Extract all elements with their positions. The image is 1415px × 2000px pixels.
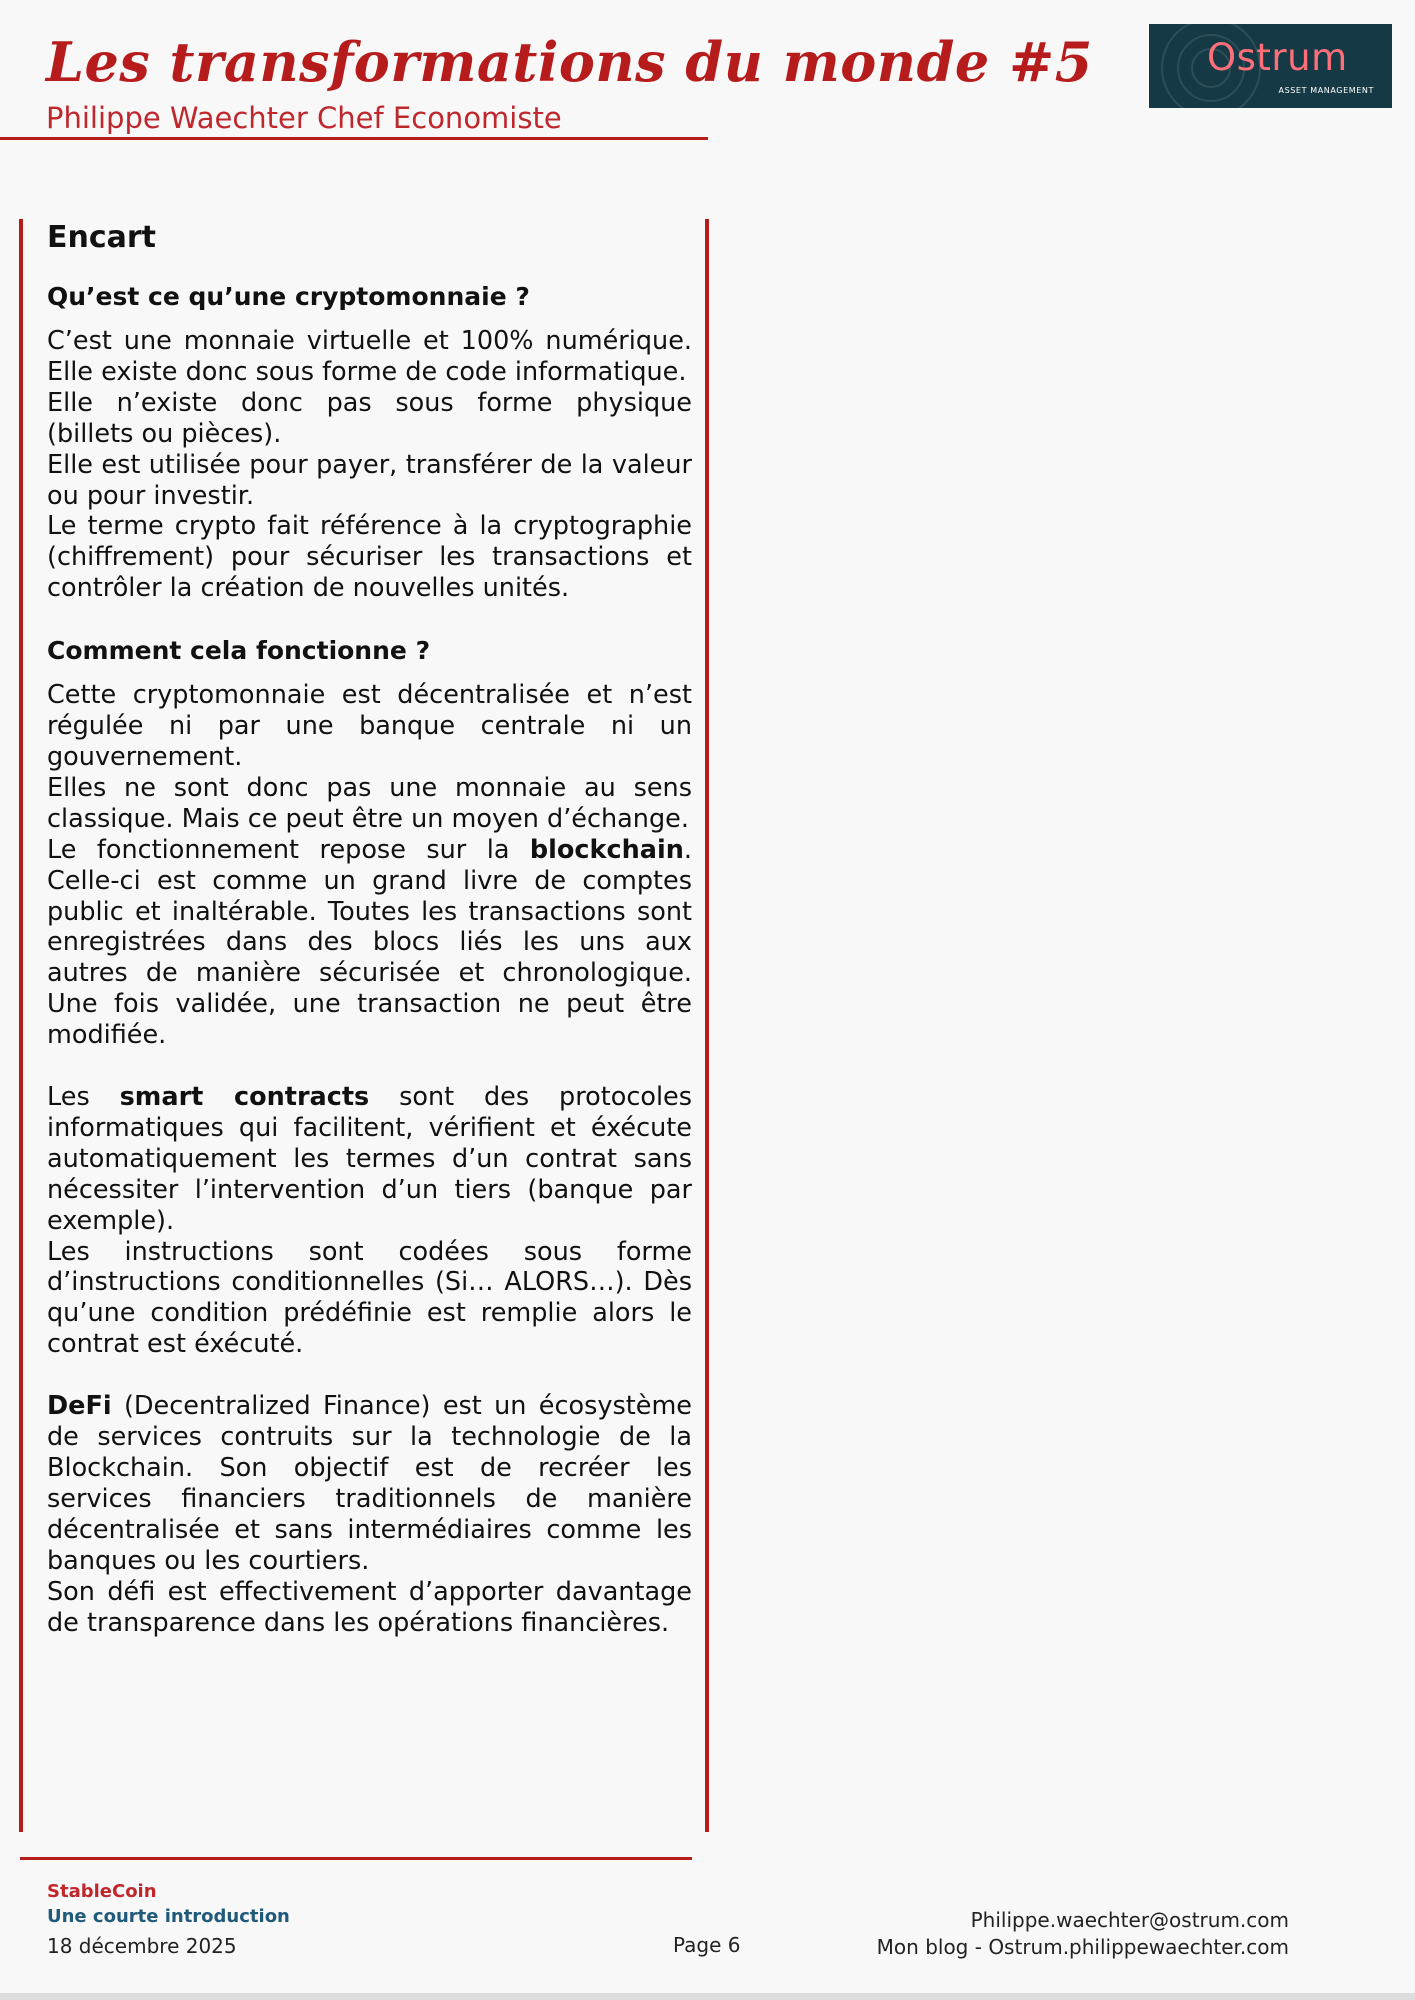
paragraph: Son défi est effectivement d’apporter davantage de transparence dans les opérations financières. — [47, 1576, 692, 1638]
section-title-fonctionnement: Comment cela fonctionne ? — [47, 636, 431, 666]
logo-wordmark: Ostrum — [1207, 36, 1348, 79]
paragraph: Elle n’existe donc pas sous forme physique (billets ou pièces). — [47, 387, 692, 449]
footer-email: Philippe.waechter@ostrum.com — [970, 1908, 1289, 1932]
paragraph: Elles ne sont donc pas une monnaie au sens classique. Mais ce peut être un moyen d’échange. — [47, 772, 692, 834]
text-run: Les — [47, 1082, 120, 1113]
encart-box — [47, 216, 692, 1638]
paragraph: Les instructions sont codées sous forme d’instructions conditionnelles (Si… ALORS…). Dès qu’une condition prédéfinie est remplie alors le contrat est éxécuté. — [47, 1236, 692, 1360]
paragraph: Cette cryptomonnaie est décentralisée et n’est régulée ni par une banque centrale ni un gouvernement. — [47, 680, 692, 772]
paragraph: Le terme crypto fait référence à la cryptographie (chiffrement) pour sécuriser les transactions et contrôler la création de nouvelles unités. — [47, 511, 692, 604]
footer-doc-subtitle: Une courte introduction — [47, 1906, 290, 1927]
defi-paragraph — [47, 1391, 692, 1576]
encart-heading: Encart — [47, 220, 157, 255]
footer-doc-title: StableCoin — [47, 1881, 157, 1902]
logo-tagline: ASSET MANAGEMENT — [1278, 86, 1374, 95]
footer-divider — [20, 1857, 692, 1860]
smart-contracts-term: smart contracts — [119, 1082, 370, 1113]
bottom-edge-strip — [0, 1993, 1415, 2000]
smart-contracts-paragraph — [47, 1082, 692, 1237]
footer-date: 18 décembre 2025 — [47, 1934, 237, 1958]
text-run: sont des protocoles informatiques qui facilitent, vérifient et éxécute automatiquement les termes d’un contrat sans nécessiter l’intervention d’un tiers (banque par exemple). — [47, 1082, 693, 1236]
section-title-cryptomonnaie: Qu’est ce qu’une cryptomonnaie ? — [47, 282, 530, 311]
encart-left-border — [19, 219, 23, 1832]
encart-right-border — [705, 219, 709, 1832]
header-divider — [0, 137, 708, 140]
blockchain-term: blockchain — [529, 834, 684, 865]
paragraph: C’est une monnaie virtuelle et 100% numérique. Elle existe donc sous forme de code informatique. — [47, 326, 692, 387]
footer-blog: Mon blog - Ostrum.philippewaechter.com — [876, 1935, 1289, 1959]
author-subtitle: Philippe Waechter Chef Economiste — [46, 101, 562, 135]
page-title: Les transformations du monde #5 — [46, 30, 1093, 94]
text-run: . Celle-ci est comme un grand livre de comptes public et inaltérable. Toutes les transactions sont enregistrées dans des blocs liés les uns aux autres de manière sécurisée et chronologique. Une fois validée, une transaction ne peut être modifiée. — [47, 834, 692, 1051]
ostrum-logo — [1149, 24, 1392, 108]
blockchain-paragraph — [47, 835, 692, 1051]
defi-term: DeFi — [47, 1391, 112, 1422]
page-number: Page 6 — [673, 1933, 741, 1957]
text-run: (Decentralized Finance) est un écosystème de services contruits sur la technologie de la Blockchain. Son objectif est de recréer les services financiers traditionnels de manière décentralisée et sans intermédiaires comme les banques ou les courtiers. — [47, 1391, 692, 1576]
paragraph: Elle est utilisée pour payer, transférer de la valeur ou pour investir. — [47, 449, 692, 511]
text-run: Le fonctionnement repose sur la — [47, 834, 530, 865]
